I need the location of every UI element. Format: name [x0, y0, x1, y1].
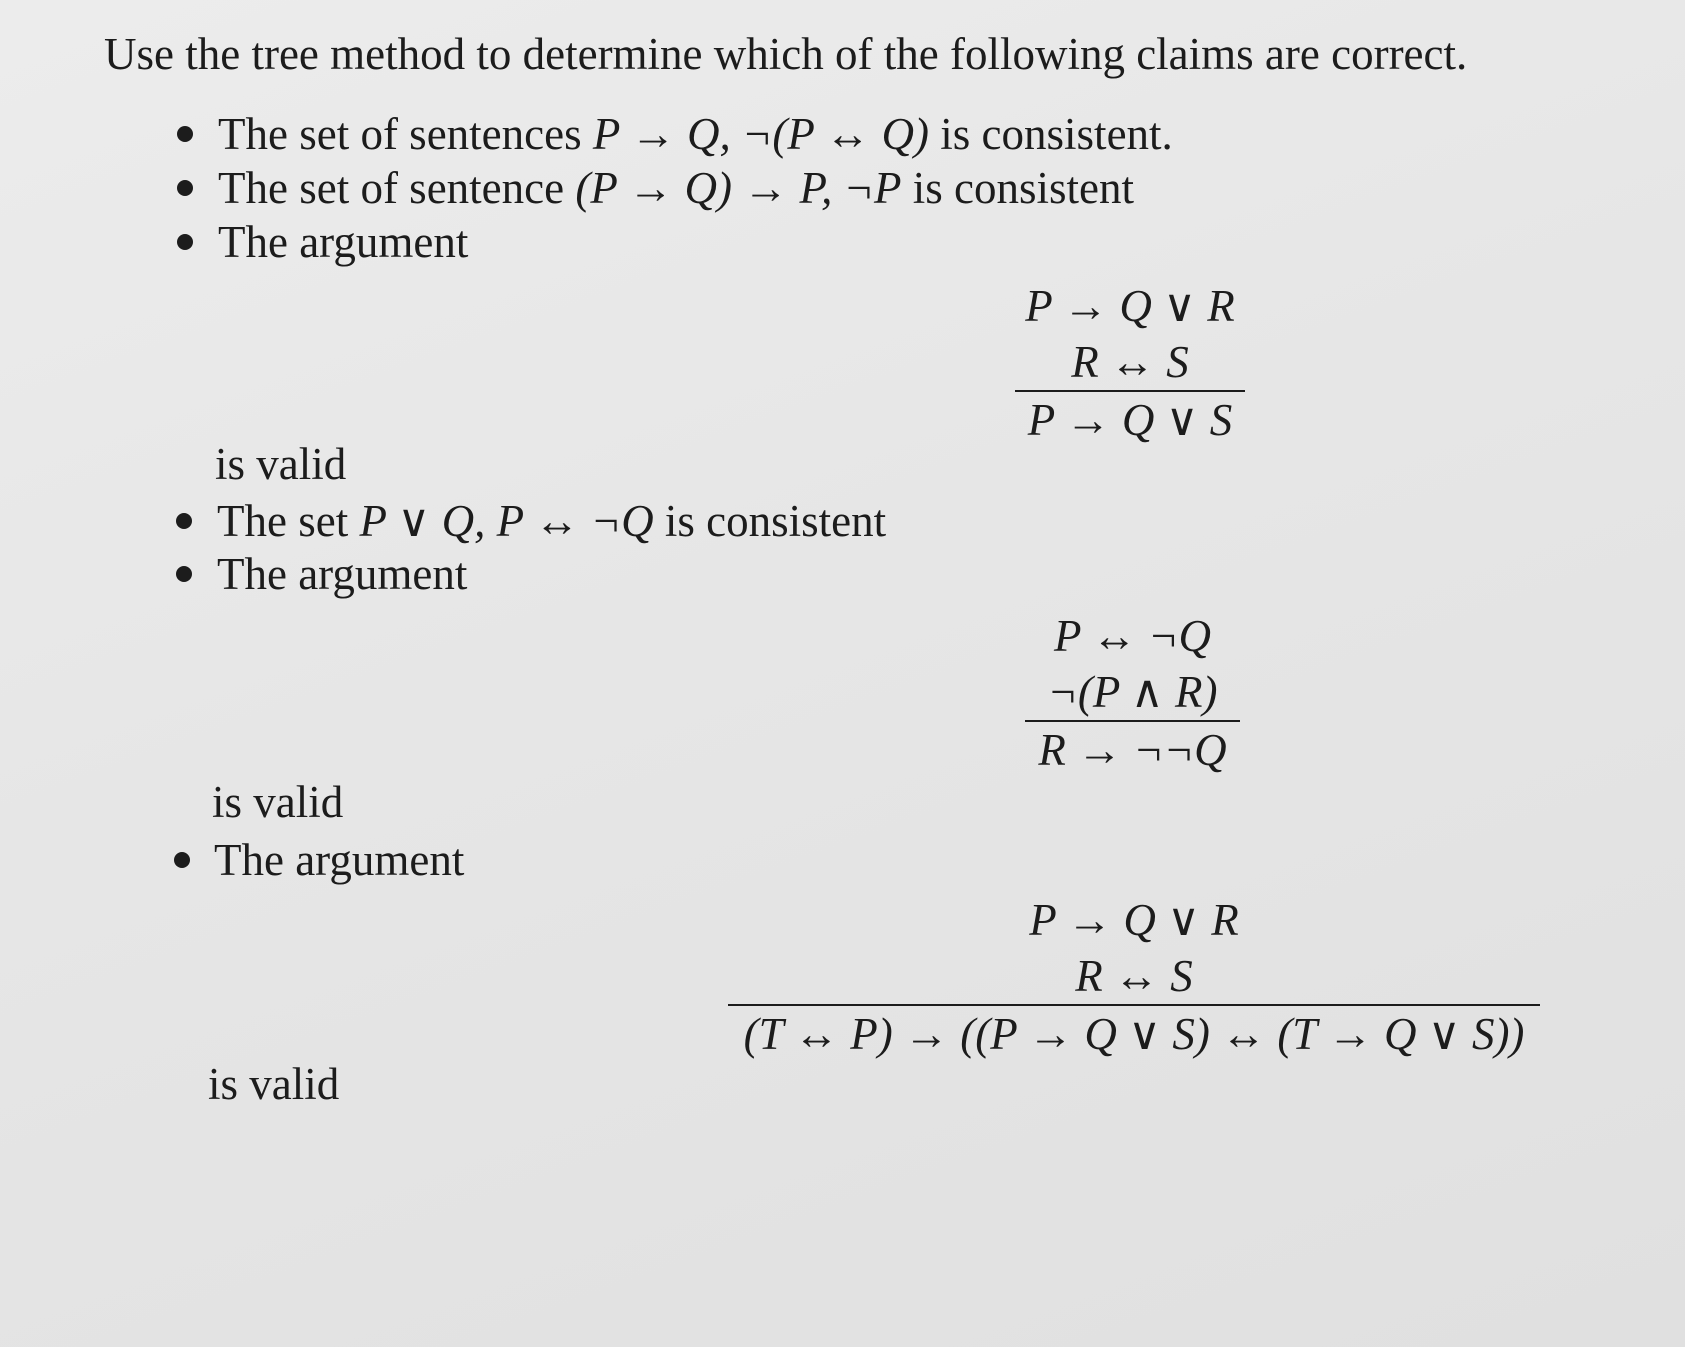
- claim-4-formula: P ∨ Q, P ↔ ¬Q: [359, 496, 654, 546]
- bullet-icon: [174, 852, 190, 868]
- claim-6-label: The argument: [214, 835, 465, 885]
- claim-2: [218, 160, 1134, 216]
- argument-3-conclusion: P → Q ∨ S: [1027, 395, 1233, 445]
- question-title: Use the tree method to determine which of the following claims are correct.: [104, 29, 1468, 79]
- bullet-icon: [176, 566, 192, 582]
- claim-3-verdict: is valid: [215, 439, 347, 489]
- bullet-icon: [177, 180, 193, 196]
- bullet-icon: [176, 513, 192, 529]
- argument-6-premise-2: R ↔ S: [1075, 951, 1193, 1001]
- argument-5-conclusion: R → ¬¬Q: [1038, 725, 1227, 775]
- argument-6-conclusion: (T ↔ P) → ((P → Q ∨ S) ↔ (T → Q ∨ S)): [743, 1009, 1525, 1059]
- claim-4-prefix: The set: [217, 496, 360, 546]
- argument-5: [1025, 608, 1240, 778]
- argument-5-premise-2: ¬(P ∧ R): [1047, 667, 1218, 717]
- claim-1-prefix: The set of sentences: [218, 109, 593, 159]
- argument-3-premise-2: R ↔ S: [1071, 337, 1189, 387]
- claim-1-formula: P → Q, ¬(P ↔ Q): [592, 109, 930, 159]
- bullet-icon: [177, 234, 193, 250]
- claim-3-label: The argument: [218, 217, 469, 267]
- claim-2-formula: (P → Q) → P, ¬P: [575, 163, 902, 213]
- argument-6: [728, 892, 1540, 1062]
- claim-4-suffix: is consistent: [653, 496, 887, 546]
- claim-1-suffix: is consistent.: [929, 109, 1173, 159]
- claim-1: [218, 106, 1173, 162]
- claim-2-suffix: is consistent: [901, 163, 1135, 213]
- argument-3-premise-1: P → Q ∨ R: [1025, 281, 1235, 331]
- claim-4: [217, 493, 886, 549]
- claim-5-label: The argument: [217, 549, 468, 599]
- argument-3: [1015, 278, 1245, 448]
- claim-5-verdict: is valid: [212, 777, 344, 827]
- argument-6-premise-1: P → Q ∨ R: [1029, 895, 1239, 945]
- claim-6-verdict: is valid: [208, 1059, 340, 1109]
- argument-5-premise-1: P ↔ ¬Q: [1053, 611, 1212, 661]
- bullet-icon: [177, 126, 193, 142]
- claim-2-prefix: The set of sentence: [218, 163, 576, 213]
